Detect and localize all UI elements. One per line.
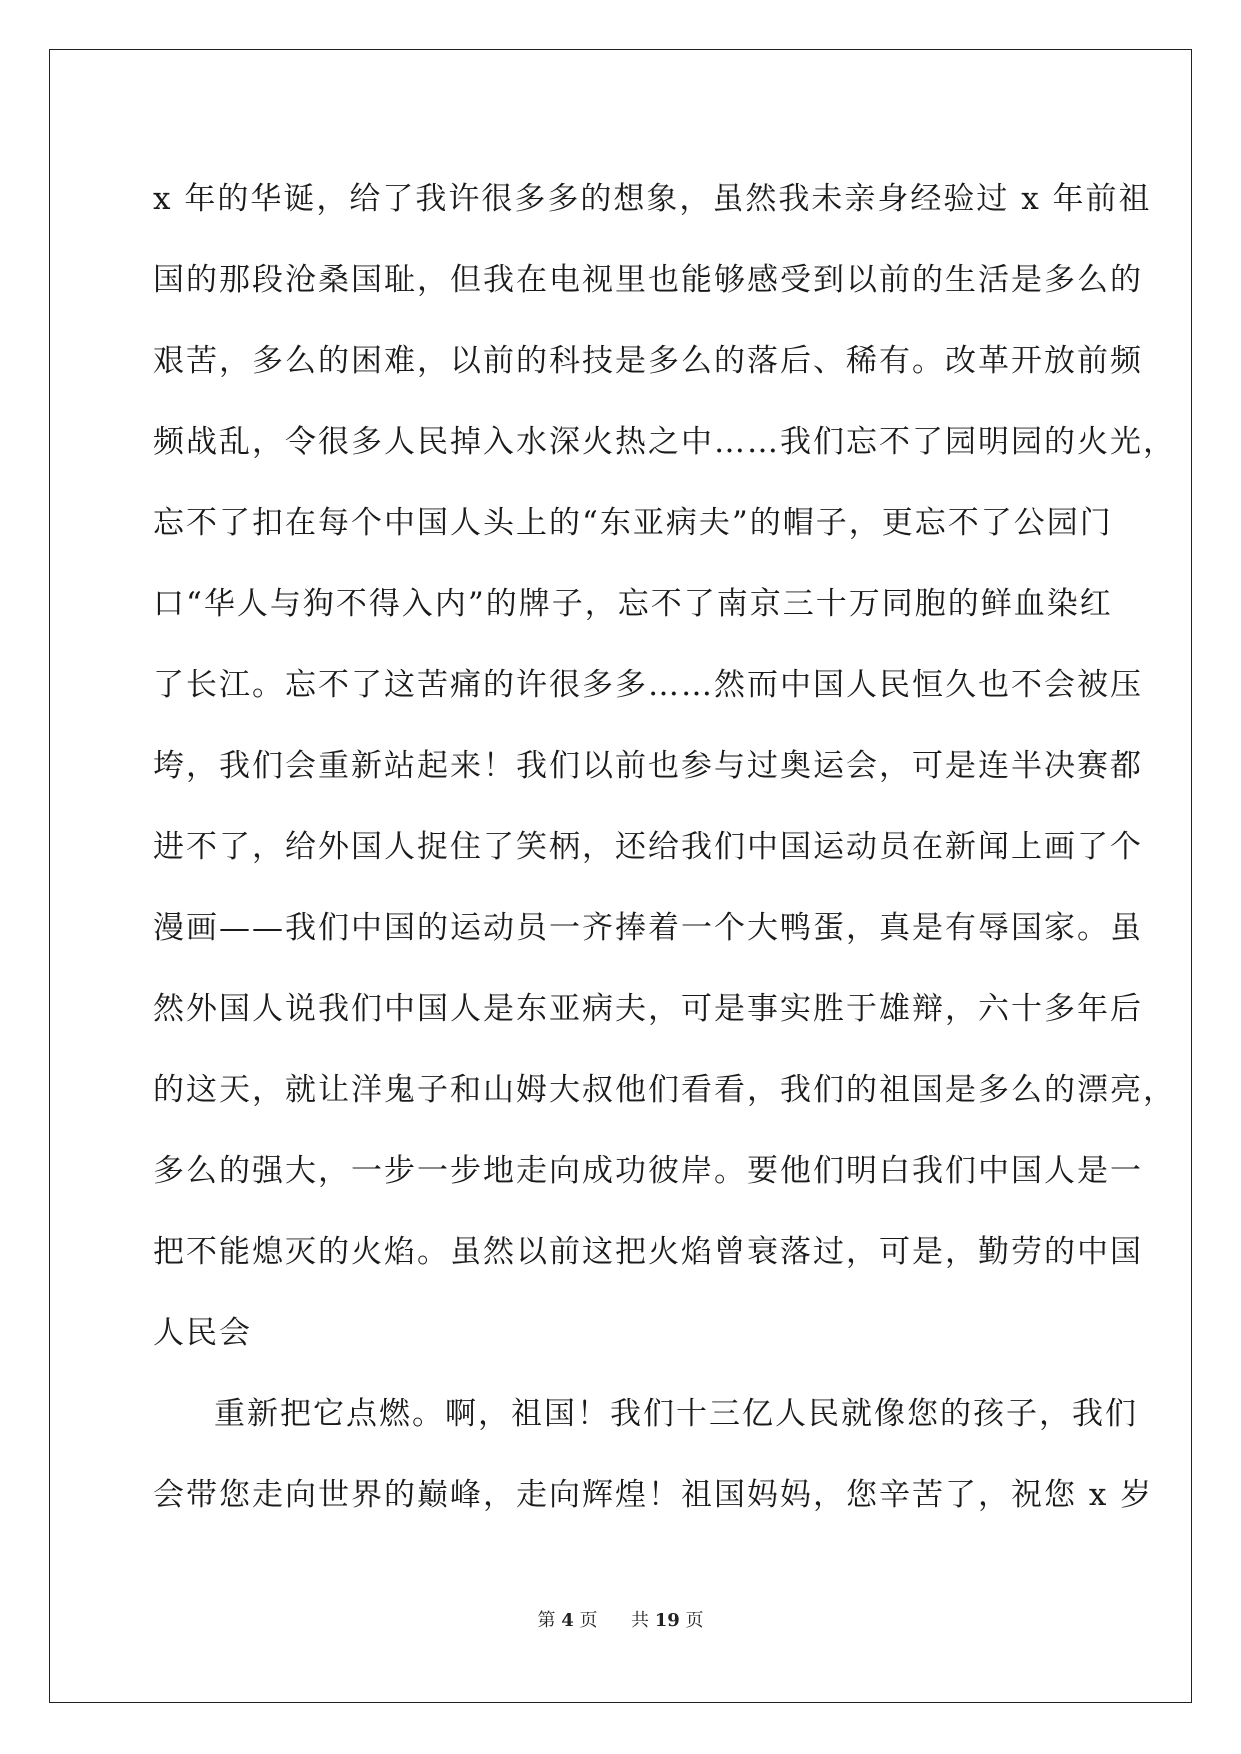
- page-label-suffix: 页: [579, 1610, 598, 1631]
- text-line: 漫画——我们中国的运动员一齐捧着一个大鸭蛋，真是有辱国家。虽: [153, 910, 1143, 946]
- page-number: 4: [561, 1610, 574, 1631]
- text-line: 频战乱，令很多人民掉入水深火热之中……我们忘不了园明园的火光，: [153, 424, 1176, 460]
- total-label-prefix: 共: [630, 1610, 649, 1631]
- text-line: 把不能熄灭的火焰。虽然以前这把火焰曾衰落过，可是，勤劳的中国: [153, 1234, 1143, 1270]
- page-footer: [0, 1606, 1241, 1632]
- text-line: 会带您走向世界的巅峰，走向辉煌！祖国妈妈，您辛苦了，祝您 x 岁: [153, 1477, 1154, 1513]
- page-label-prefix: 第: [537, 1610, 556, 1631]
- total-pages: 19: [654, 1610, 680, 1631]
- text-line: 人民会: [153, 1315, 252, 1351]
- text-line: 的这天，就让洋鬼子和山姆大叔他们看看，我们的祖国是多么的漂亮，: [153, 1072, 1176, 1108]
- text-line: 进不了，给外国人捉住了笑柄，还给我们中国运动员在新闻上画了个: [153, 829, 1143, 865]
- total-label-suffix: 页: [685, 1610, 704, 1631]
- text-line: 垮，我们会重新站起来！我们以前也参与过奥运会，可是连半决赛都: [153, 748, 1143, 784]
- text-line: 国的那段沧桑国耻，但我在电视里也能够感受到以前的生活是多么的: [153, 262, 1143, 298]
- text-line: 多么的强大，一步一步地走向成功彼岸。要他们明白我们中国人是一: [153, 1153, 1143, 1189]
- text-line: 然外国人说我们中国人是东亚病夫，可是事实胜于雄辩，六十多年后: [153, 991, 1143, 1027]
- text-line: 了长江。忘不了这苦痛的许很多多……然而中国人民恒久也不会被压: [153, 667, 1143, 703]
- text-line: 艰苦，多么的困难，以前的科技是多么的落后、稀有。改革开放前频: [153, 343, 1143, 379]
- document-body: [153, 159, 1176, 1536]
- paragraph-2-first-line: 重新把它点燃。啊，祖国！我们十三亿人民就像您的孩子，我们: [214, 1396, 1138, 1432]
- text-line: 忘不了扣在每个中国人头上的“东亚病夫”的帽子，更忘不了公园门: [153, 505, 1113, 541]
- text-line: x 年的华诞，给了我许很多多的想象，虽然我未亲身经验过 x 年前祖: [153, 181, 1152, 217]
- text-line: 口“华人与狗不得入内”的牌子，忘不了南京三十万同胞的鲜血染红: [153, 586, 1113, 622]
